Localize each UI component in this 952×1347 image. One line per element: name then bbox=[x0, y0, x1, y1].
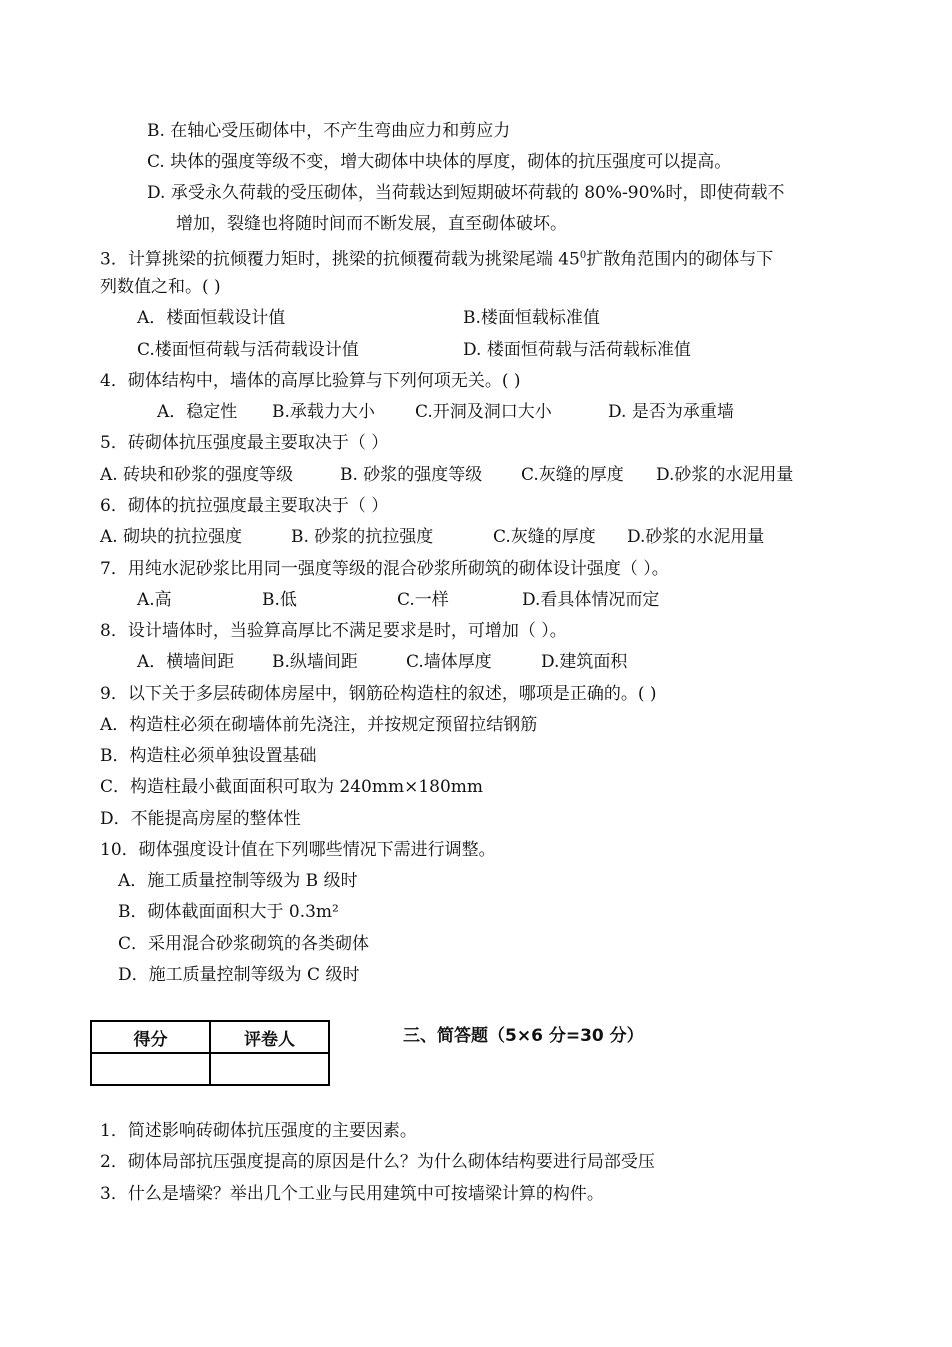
q4-stem: 4．砌体结构中，墙体的高厚比验算与下列何项无关。( ) bbox=[100, 371, 521, 391]
q3-stem-line1 bbox=[100, 245, 773, 271]
section3-question-1: 1．简述影响砖砌体抗压强度的主要因素。 bbox=[100, 1121, 417, 1141]
q8-option-d: D.建筑面积 bbox=[541, 652, 628, 672]
score-header: 得分 bbox=[91, 1021, 210, 1053]
q4-option-a: A．稳定性 bbox=[157, 402, 238, 422]
q9-option-a: A．构造柱必须在砌墙体前先浇注，并按规定预留拉结钢筋 bbox=[100, 715, 538, 735]
q8-option-a: A．横墙间距 bbox=[137, 652, 235, 672]
q10-option-c: C．采用混合砂浆砌筑的各类砌体 bbox=[118, 934, 370, 954]
q5-option-a: A. 砖块和砂浆的强度等级 bbox=[100, 465, 294, 485]
q2-option-d-line2: 增加，裂缝也将随时间而不断发展，直至砌体破坏。 bbox=[176, 214, 567, 234]
q4-option-d: D. 是否为承重墙 bbox=[608, 402, 734, 422]
q9-option-b: B．构造柱必须单独设置基础 bbox=[100, 746, 317, 766]
q9-option-d: D．不能提高房屋的整体性 bbox=[100, 809, 301, 829]
q9-option-c: C．构造柱最小截面面积可取为 240mm×180mm bbox=[100, 777, 484, 797]
q10-option-d: D．施工质量控制等级为 C 级时 bbox=[118, 965, 360, 985]
q7-option-a: A.高 bbox=[137, 590, 172, 610]
section3-question-2: 2．砌体局部抗压强度提高的原因是什么？为什么砌体结构要进行局部受压 bbox=[100, 1152, 655, 1172]
q9-stem: 9．以下关于多层砖砌体房屋中，钢筋砼构造柱的叙述，哪项是正确的。( ) bbox=[100, 684, 657, 704]
q6-option-a: A. 砌块的抗拉强度 bbox=[100, 527, 243, 547]
q3-stem-line2: 列数值之和。( ) bbox=[100, 277, 221, 297]
q3-stem-part1: 3．计算挑梁的抗倾覆力矩时，挑梁的抗倾覆荷载为挑梁尾端 45 bbox=[100, 249, 580, 270]
q5-option-c: C.灰缝的厚度 bbox=[521, 465, 624, 485]
reviewer-cell[interactable] bbox=[210, 1053, 329, 1085]
section3-question-3: 3．什么是墙梁？举出几个工业与民用建筑中可按墙梁计算的构件。 bbox=[100, 1184, 604, 1204]
q2-option-c: C. 块体的强度等级不变，增大砌体中块体的厚度，砌体的抗压强度可以提高。 bbox=[147, 152, 732, 172]
q7-option-c: C.一样 bbox=[397, 590, 449, 610]
reviewer-header: 评卷人 bbox=[210, 1021, 329, 1053]
q8-stem: 8．设计墙体时，当验算高厚比不满足要求是时，可增加（ ）。 bbox=[100, 621, 567, 641]
q8-option-b: B.纵墙间距 bbox=[272, 652, 358, 672]
score-table bbox=[90, 1020, 330, 1086]
q7-stem: 7．用纯水泥砂浆比用同一强度等级的混合砂浆所砌筑的砌体设计强度（ ）。 bbox=[100, 559, 669, 579]
q3-option-c: C.楼面恒荷载与活荷载设计值 bbox=[137, 340, 359, 360]
q10-option-a: A．施工质量控制等级为 B 级时 bbox=[118, 871, 358, 891]
q8-option-c: C.墙体厚度 bbox=[406, 652, 492, 672]
q6-option-d: D.砂浆的水泥用量 bbox=[627, 527, 765, 547]
q3-option-d: D. 楼面恒荷载与活荷载标准值 bbox=[463, 340, 691, 360]
score-cell[interactable] bbox=[91, 1053, 210, 1085]
q3-option-b: B.楼面恒载标准值 bbox=[463, 308, 600, 328]
q2-option-b: B. 在轴心受压砌体中，不产生弯曲应力和剪应力 bbox=[147, 121, 511, 141]
q2-option-d-line1: D. 承受永久荷载的受压砌体，当荷载达到短期破坏荷载的 80%-90%时，即使荷载不 bbox=[147, 183, 785, 203]
q5-option-b: B. 砂浆的强度等级 bbox=[340, 465, 483, 485]
q4-option-b: B.承载力大小 bbox=[272, 402, 375, 422]
q3-stem-part2: 扩散角范围内的砌体与下 bbox=[586, 249, 774, 270]
q7-option-d: D.看具体情况而定 bbox=[522, 590, 660, 610]
q3-degree-sup: 0 bbox=[579, 250, 587, 261]
q3-option-a: A．楼面恒载设计值 bbox=[137, 308, 286, 328]
q4-option-c: C.开洞及洞口大小 bbox=[415, 402, 552, 422]
q10-option-b: B．砌体截面面积大于 0.3m² bbox=[118, 902, 339, 922]
q7-option-b: B.低 bbox=[262, 590, 297, 610]
section3-title: 三、简答题（5×6 分=30 分） bbox=[403, 1026, 644, 1046]
q6-option-c: C.灰缝的厚度 bbox=[493, 527, 596, 547]
q5-option-d: D.砂浆的水泥用量 bbox=[656, 465, 794, 485]
q5-stem: 5．砖砌体抗压强度最主要取决于（ ） bbox=[100, 433, 389, 453]
q6-stem: 6．砌体的抗拉强度最主要取决于（ ） bbox=[100, 496, 389, 516]
q6-option-b: B. 砂浆的抗拉强度 bbox=[291, 527, 434, 547]
q10-stem: 10．砌体强度设计值在下列哪些情况下需进行调整。 bbox=[100, 840, 496, 860]
